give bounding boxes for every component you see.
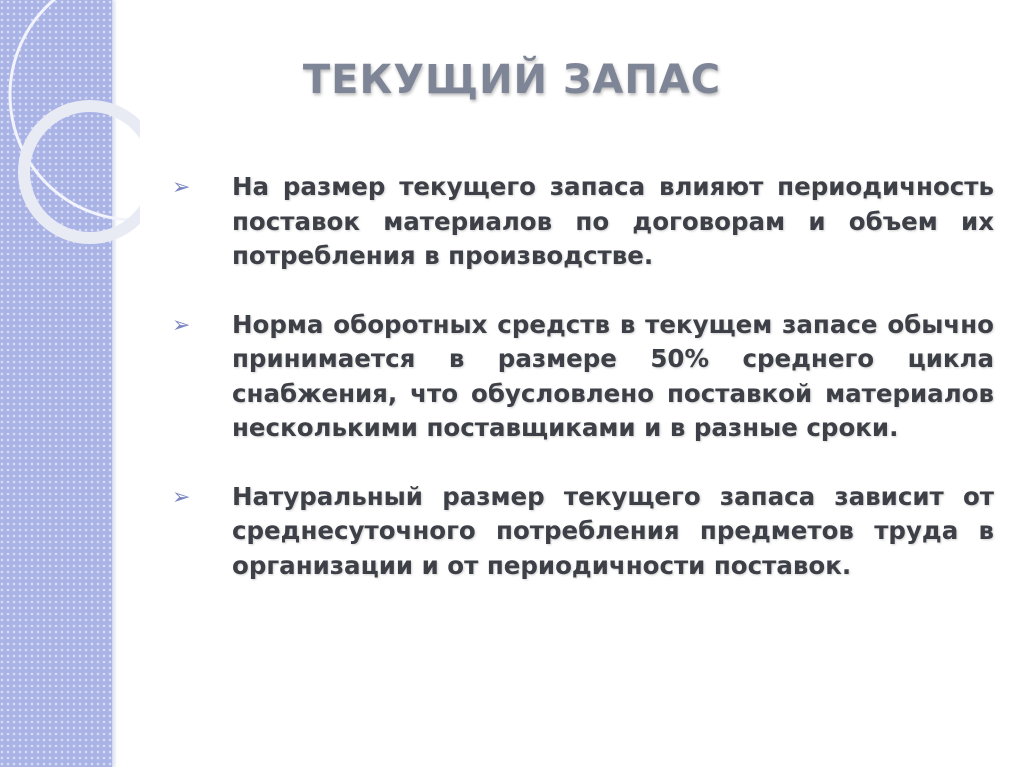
- chevron-right-icon: ➢: [172, 175, 191, 200]
- ring-decoration: [0, 0, 140, 300]
- chevron-right-icon: ➢: [172, 484, 191, 510]
- bullet-text: Натуральный размер текущего запаса зависит от среднесуточного потребления предметов труда в организации и от периодичности поставок.: [232, 481, 994, 580]
- bullet-text: Норма оборотных средств в текущем запасе обычно принимается в размере 50% среднего цикла снабжения, что обусловлено поставкой материалов несколькими поставщиками и в разные сроки.: [232, 309, 994, 442]
- bullet-text: На размер текущего запаса влияют периодичность поставок материалов по договорам и объем их потребления в производстве.: [232, 172, 994, 270]
- chevron-right-icon: ➢: [172, 312, 191, 338]
- list-item: [172, 170, 994, 274]
- list-item: [172, 480, 994, 584]
- bullet-list: [172, 170, 994, 617]
- list-item: [172, 308, 994, 446]
- slide-title: ТЕКУЩИЙ ЗАПАС: [302, 57, 722, 103]
